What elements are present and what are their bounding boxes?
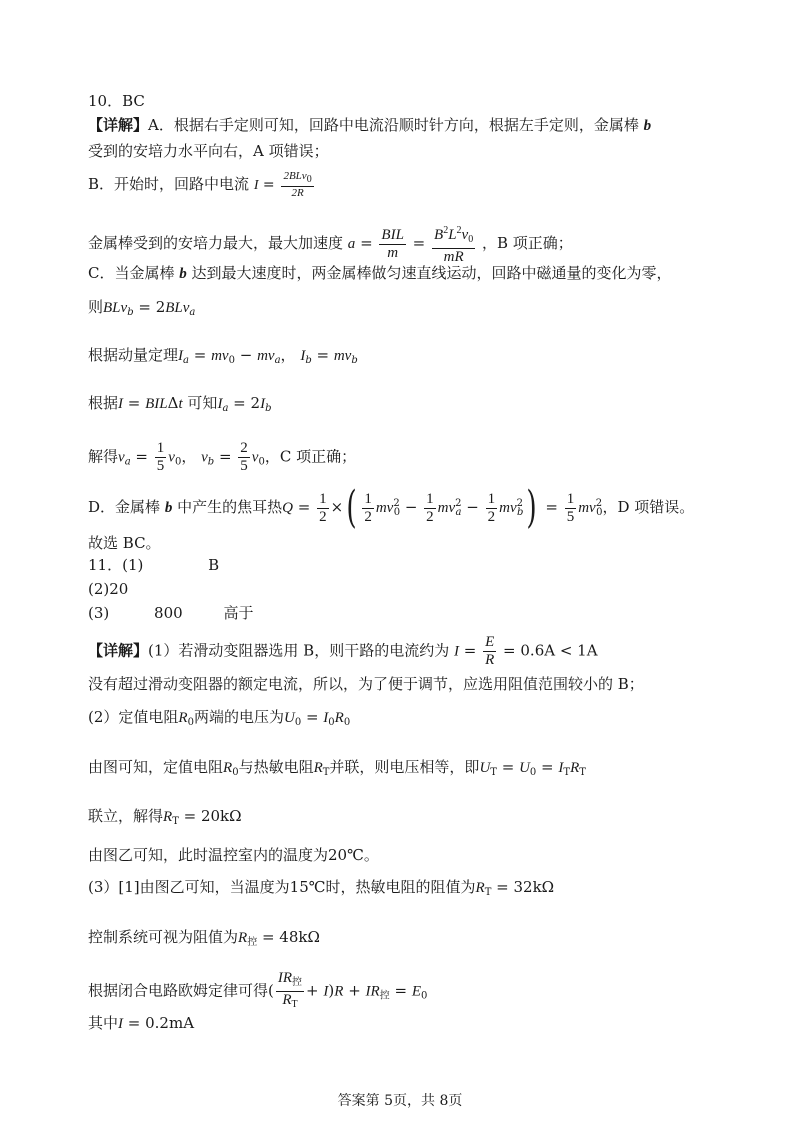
q11-p6: 由图乙可知，此时温控室内的温度为20℃。 bbox=[88, 846, 379, 864]
q10-header: 10．BC bbox=[88, 92, 145, 110]
current-fraction: $\frac{\text{2BLv0}}{2R}$ bbox=[283, 170, 312, 199]
q10-b2-line: 金属棒受到的安培力最大，最大加速度 a = $\frac{\text{BIL}}{m}$ = $\frac{B^2L^2v_0}{mR}$ ，B 项正确； bbox=[88, 222, 573, 266]
q11-answer-3: (3) 800 高于 bbox=[88, 604, 254, 622]
q10-conclusion: 故选 BC。 bbox=[88, 534, 161, 552]
accel-fraction-1: $\frac{\text{BIL}}{m}$ bbox=[381, 226, 404, 261]
q11-answer-2: (2)20 bbox=[88, 580, 129, 598]
q10-d-line: D．金属棒 b 中产生的焦耳热Q = $\frac{1}{2}$ ×( $\frac{1}{2}$ $mv^2_0$ − $\frac{1}{2}$ $mv^2_a$ − $\frac{1}{2}$ $mv^2_b$) = $\frac{1}{5}$ $mv^2_0$，D 项错误。 bbox=[88, 482, 695, 533]
q11-p9: 根据闭合电路欧姆定律可得( $\frac{IR_控}{R_T}$ + $I)R + IR_控 = E_0$ bbox=[88, 970, 428, 1010]
q10-c3-line: 根据动量定理$I_a = mv_0 - mv_a$， $I_b = mv_b$ bbox=[88, 346, 358, 366]
q11-p10: 其中I = 0.2mA bbox=[88, 1014, 195, 1032]
q11-p5: 联立，解得$R_T = 20k\Omega$ bbox=[88, 807, 242, 827]
q10-c5-line: 解得$v_a$ = $\frac{1}{5}$ $v_0$， $v_b$ = $\frac{2}{5}$ $v_0$，C 项正确； bbox=[88, 440, 357, 474]
q10-c-line: C．当金属棒 b 达到最大速度时，两金属棒做匀速直线运动，回路中磁通量的变化为零， bbox=[88, 264, 672, 282]
page-footer: 答案第 5页，共 8页 bbox=[337, 1093, 463, 1109]
q11-p2: 没有超过滑动变阻器的额定电流，所以，为了便于调节，应选用阻值范围较小的 B； bbox=[88, 675, 644, 693]
q10-b-line: B．开始时，回路中电流 I = $\frac{\text{2BLv0}}{2R}$ bbox=[88, 170, 312, 199]
q10-c4-line: 根据I = BILΔt 可知$I_a = 2I_b$ bbox=[88, 394, 272, 414]
q11-p1: 【详解】(1）若滑动变阻器选用 B，则干路的电流约为 I = $\frac{E}{R}$ = 0.6A < 1A bbox=[88, 634, 598, 668]
q11-answer-1: 11．(1) B bbox=[88, 556, 220, 574]
q11-p7: (3）[1]由图乙可知，当温度为15℃时，热敏电阻的阻值为$R_T = 32k\Omega$ bbox=[88, 878, 555, 898]
accel-fraction-2: $\frac{B^2L^2v_0}{mR}$ bbox=[432, 222, 475, 266]
fraction-two-fifths: $\frac{2}{5}$ bbox=[240, 440, 248, 474]
q11-p4: 由图可知，定值电阻$R_0$与热敏电阻$R_T$并联，则电压相等，即$U_T = U_0 = I_TR_T$ bbox=[88, 758, 586, 778]
q10-a-line: 【详解】A．根据右手定则可知，回路中电流沿顺时针方向，根据左手定则，金属棒 b bbox=[88, 116, 652, 134]
q11-p8: 控制系统可视为阻值为$R_控 = 48k\Omega$ bbox=[88, 928, 320, 948]
q10-a-line2: 受到的安培力水平向右，A 项错误； bbox=[88, 142, 329, 160]
q11-p3: (2）定值电阻$R_0$两端的电压为$U_0 = I_0R_0$ bbox=[88, 708, 351, 728]
detail-tag: 【详解】 bbox=[88, 116, 149, 134]
q10-c2-line: 则BLv$_b$ = 2BLv$_a$ bbox=[88, 298, 196, 318]
fraction-one-fifth: $\frac{1}{5}$ bbox=[156, 440, 165, 474]
